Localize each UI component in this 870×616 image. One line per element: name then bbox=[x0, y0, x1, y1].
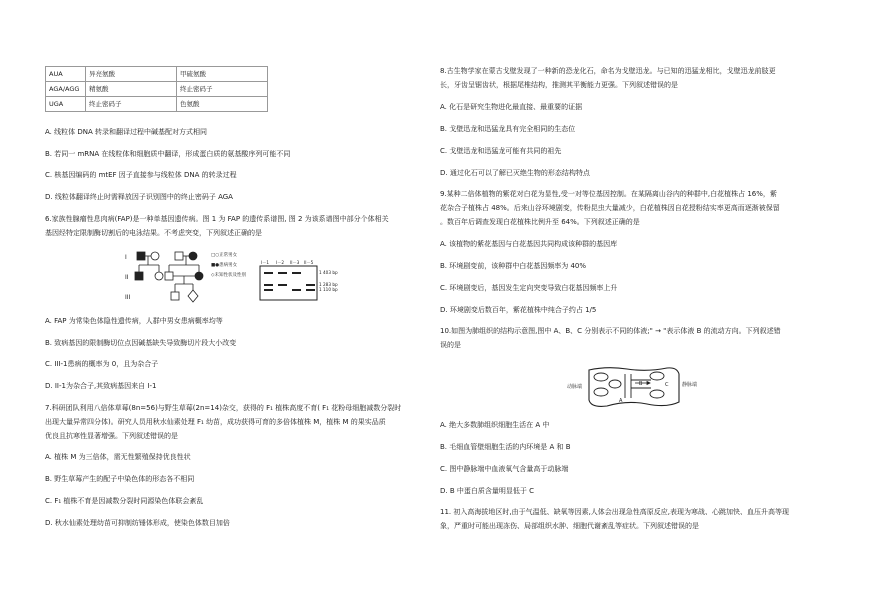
table-cell: 色氨酸 bbox=[177, 97, 268, 112]
option-d: D. 线粒体翻译终止时需释放因子识别图中的终止密码子 AGA bbox=[45, 193, 233, 201]
question-6-stem: 基因经特定限制酶切割后的电泳结果。不考虑突变，下列叙述正确的是 bbox=[45, 229, 262, 237]
table-cell: 精氨酸 bbox=[86, 82, 177, 97]
gel-lane-label: I－1 bbox=[261, 260, 270, 265]
gel-size-label: 1 110 bp bbox=[319, 287, 338, 292]
table-cell: AUA bbox=[46, 67, 86, 82]
gel-lane-label: II－3 bbox=[290, 260, 300, 265]
legend-unknown: ◇未知性状及性别 bbox=[211, 273, 246, 278]
option-d: D. 环境剧变后数百年，紫花植株中纯合子约占 1/5 bbox=[440, 306, 597, 314]
question-7-stem: 7.科研团队利用八倍体草莓(8n=56)与野生草莓(2n=14)杂交，获得的 F₁ 植株高度不育( F₁ 花粉母细胞减数分裂时 bbox=[45, 404, 402, 412]
table-cell: 异亮氨酸 bbox=[86, 67, 177, 82]
question-8-stem: 8.古生物学家在蒙古戈壁发现了一种新的恐龙化石，命名为戈壁迅龙。与已知的迅猛龙相比，戈壁迅龙前肢更 bbox=[440, 67, 776, 75]
legend-normal: □○正常男女 bbox=[211, 253, 238, 258]
gel-electrophoresis bbox=[259, 258, 339, 306]
table-cell: AGA/AGG bbox=[46, 82, 86, 97]
option-b: B. 毛细血管壁细胞生活的内环境是 A 和 B bbox=[440, 443, 571, 451]
gel-lane-label: I－2 bbox=[276, 260, 285, 265]
question-11-stem: 11. 初入高海拔地区时,由于气温低、缺氧等因素,人体会出现急性高原反应,表现为寒战、心跳加快、血压升高等现 bbox=[440, 508, 790, 516]
lung-tissue-diagram bbox=[567, 364, 709, 410]
gen-label-1: I bbox=[125, 254, 127, 261]
table-cell: 终止密码子 bbox=[86, 97, 177, 112]
codon-table bbox=[45, 66, 268, 112]
option-b: B. 环境剧变前，该种群中白花基因频率为 40% bbox=[440, 262, 587, 270]
option-d: D. 秋水仙素处理幼苗可抑制纺锤体形成，使染色体数目加倍 bbox=[45, 519, 230, 527]
question-9-stem: 。数百年后调查发现白花植株比例升至 64%。下列叙述正确的是 bbox=[440, 218, 640, 226]
gel-lane-label: II－5 bbox=[304, 260, 314, 265]
table-cell: UGA bbox=[46, 97, 86, 112]
table-cell: 甲硫氨酸 bbox=[177, 67, 268, 82]
fluid-label-c: C bbox=[665, 382, 669, 388]
fluid-label-a: A bbox=[619, 398, 623, 404]
table-row bbox=[46, 97, 268, 112]
option-a: A. 化石是研究生物进化最直接、最重要的证据 bbox=[440, 103, 583, 111]
fluid-label-b: B bbox=[639, 381, 643, 387]
question-7-stem: 优良且抗寒性显著增强。下列叙述错误的是 bbox=[45, 432, 178, 440]
option-a: A. 植株 M 为三倍体，需无性繁殖保持优良性状 bbox=[45, 453, 191, 461]
arterial-end-label: 动脉端 bbox=[567, 384, 583, 390]
table-cell: 终止密码子 bbox=[177, 82, 268, 97]
option-b: B. 若同一 mRNA 在线粒体和细胞质中翻译，形成蛋白质的氨基酸序列可能不同 bbox=[45, 150, 291, 158]
option-a: A. 线粒体 DNA 转录和翻译过程中碱基配对方式相同 bbox=[45, 128, 207, 136]
question-6-stem: 6.家族性腺瘤性息肉病(FAP)是一种单基因遗传病。图 1 为 FAP 的遗传系谱图, 图 2 为该系谱图中部分个体相关 bbox=[45, 215, 389, 223]
gel-size-label: 1 283 bp bbox=[319, 282, 338, 287]
venous-end-label: 静脉端 bbox=[682, 382, 698, 388]
option-a: A. 该植物的紫花基因与白花基因共同构成该种群的基因库 bbox=[440, 240, 618, 248]
gen-label-3: III bbox=[125, 294, 131, 301]
option-b: B. 致病基因的限制酶切位点因碱基缺失导致酶切片段大小改变 bbox=[45, 339, 237, 347]
question-10-stem: 误的是 bbox=[440, 341, 461, 349]
option-d: D. 通过化石可以了解已灭绝生物的形态结构特点 bbox=[440, 169, 590, 177]
option-c: C. 环境剧变后，基因发生定向突变导致白花基因频率上升 bbox=[440, 284, 618, 292]
option-c: C. F₁ 植株不育是因减数分裂时同源染色体联会紊乱 bbox=[45, 497, 204, 505]
question-8-stem: 长，牙齿呈锯齿状，根据尾椎结构，推测其平衡能力更强。下列叙述错误的是 bbox=[440, 81, 678, 89]
option-a: A. 绝大多数肺组织细胞生活在 A 中 bbox=[440, 421, 550, 429]
option-b: B. 野生草莓产生的配子中染色体的形态各不相同 bbox=[45, 475, 195, 483]
legend-affected: ■●患病男女 bbox=[211, 263, 238, 268]
table-row bbox=[46, 67, 268, 82]
question-7-stem: 出现大量异常四分体)。研究人员用秋水仙素处理 F₁ 幼苗，成功获得可育的多倍体植株 M，植株 M 的果实品质 bbox=[45, 418, 386, 426]
question-9-stem: 9.某种二倍体植物的紫花对白花为显性,受一对等位基因控制。在某隔离山谷内的种群中,白花植株占 16%，紫 bbox=[440, 190, 777, 198]
option-d: D. II-1为杂合子,其致病基因来自 I-1 bbox=[45, 382, 157, 390]
table-row bbox=[46, 82, 268, 97]
option-c: C. III-1患病的概率为 0，且为杂合子 bbox=[45, 360, 159, 368]
option-b: B. 戈壁迅龙和迅猛龙具有完全相同的生态位 bbox=[440, 125, 576, 133]
question-9-stem: 花杂合子植株占 48%。后来山谷环境剧变，传粉昆虫大量减少，白花植株因自花授粉结实率更高而逐渐被保留 bbox=[440, 204, 780, 212]
option-d: D. B 中蛋白质含量明显低于 C bbox=[440, 487, 534, 495]
gen-label-2: II bbox=[125, 274, 129, 281]
option-c: C. 核基因编码的 mtEF 因子直接参与线粒体 DNA 的转录过程 bbox=[45, 171, 237, 179]
option-a: A. FAP 为常染色体隐性遗传病，人群中男女患病概率均等 bbox=[45, 317, 223, 325]
question-11-stem: 象，严重时可能出现冻伤、局部组织水肿、细胞代谢紊乱等症状。下列叙述错误的是 bbox=[440, 522, 699, 530]
option-c: C. 图中静脉端中血液氧气含量高于动脉端 bbox=[440, 465, 569, 473]
gel-size-label: 1 403 bp bbox=[319, 270, 338, 275]
question-10-stem: 10.如图为肺组织的结构示意图,图中 A、B、C 分别表示不同的体液;" → "表示体液 B 的流动方向。下列叙述错 bbox=[440, 327, 781, 335]
option-c: C. 戈壁迅龙和迅猛龙可能有共同的祖先 bbox=[440, 147, 562, 155]
